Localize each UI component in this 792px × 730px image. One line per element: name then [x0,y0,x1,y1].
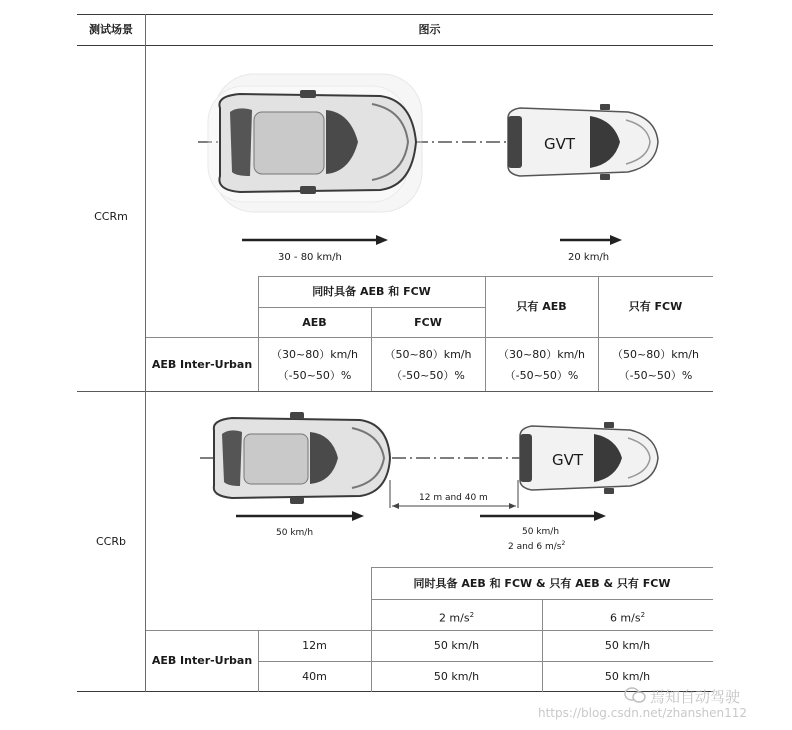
ccrb-row-2-v2: 50 km/h [433,670,480,683]
ccrb-target-arrowhead [594,511,606,521]
ccrb-ego-car [214,412,390,504]
ccrb-row-2-gap: 40m [302,670,327,683]
ccrb-row-label: AEB Inter-Urban [151,654,253,667]
ccrb-col-6-sup: 2 [640,611,646,619]
ccrb-row-1-gap: 12m [302,639,327,652]
ccrb-decel-sup: 2 [561,540,566,547]
ccrm-group-header: 同时具备 AEB 和 FCW [312,285,431,298]
ccrm-col-fcw: FCW [414,316,442,329]
watermark-url: https://blog.csdn.net/zhanshen112 [538,706,747,720]
ccrm-cell-1-speed: （30~80）km/h [271,348,358,361]
ccrm-cell-1-overlap: （-50~50）% [277,369,352,382]
ccrb-col-2-text: 2 m/s [438,611,470,625]
ccrm-col-aeb: AEB [302,316,327,329]
ccrb-ego-speed: 50 km/h [276,528,314,538]
ccrb-col-6 [542,608,713,626]
ccrb-col-2 [371,608,542,626]
ccrm-row-label: AEB Inter-Urban [151,358,253,371]
ccrb-decel-text: 2 and 6 m/s [508,542,562,552]
ccrm-col-only-aeb: 只有 AEB [516,300,567,313]
scenario-ccrm: CCRm [94,210,128,223]
ccrb-target-speed: 50 km/h [522,527,560,537]
ccrb-col-6-text: 6 m/s [609,611,641,625]
ccrb-gap-label: 12 m and 40 m [419,493,488,503]
ccrb-table-top [371,567,713,568]
ccrm-cell-4-speed: （50~80）km/h [612,348,699,361]
ccrb-col-2-sup: 2 [469,611,475,619]
header-diagram: 图示 [418,23,441,36]
watermark-brand: 焉知自动驾驶 [650,688,741,706]
ccrb-target-label: GVT [552,451,584,469]
wechat-logo-icon [624,686,646,704]
ccrm-ego-speed: 30 - 80 km/h [278,252,342,263]
ccrm-cell-4-overlap: （-50~50）% [618,369,693,382]
ccrb-group-header: 同时具备 AEB 和 FCW & 只有 AEB & 只有 FCW [413,577,671,590]
ccrb-decel [508,537,565,554]
ccrb-row-divider [258,661,713,662]
ccrb-target-car [520,422,658,494]
ccrm-cell-3-overlap: （-50~50）% [504,369,579,382]
scenario-ccrb: CCRb [96,535,126,548]
ccrb-row-2-v6: 50 km/h [604,670,651,683]
ccrb-ego-arrowhead [352,511,364,521]
ccrb-row-1-v2: 50 km/h [433,639,480,652]
ccrm-target-label: GVT [544,135,576,153]
ccrb-table-header-bottom [146,630,713,631]
ccrm-cell-2-overlap: （-50~50）% [391,369,465,382]
ccrm-cell-2-speed: （50~80）km/h [384,348,472,361]
ccrb-row-1-v6: 50 km/h [604,639,651,652]
ccrm-cell-3-speed: （30~80）km/h [498,348,585,361]
ccrm-target-speed: 20 km/h [568,252,610,263]
ccrm-col-only-fcw: 只有 FCW [628,300,683,313]
header-scenario: 测试场景 [89,23,133,36]
